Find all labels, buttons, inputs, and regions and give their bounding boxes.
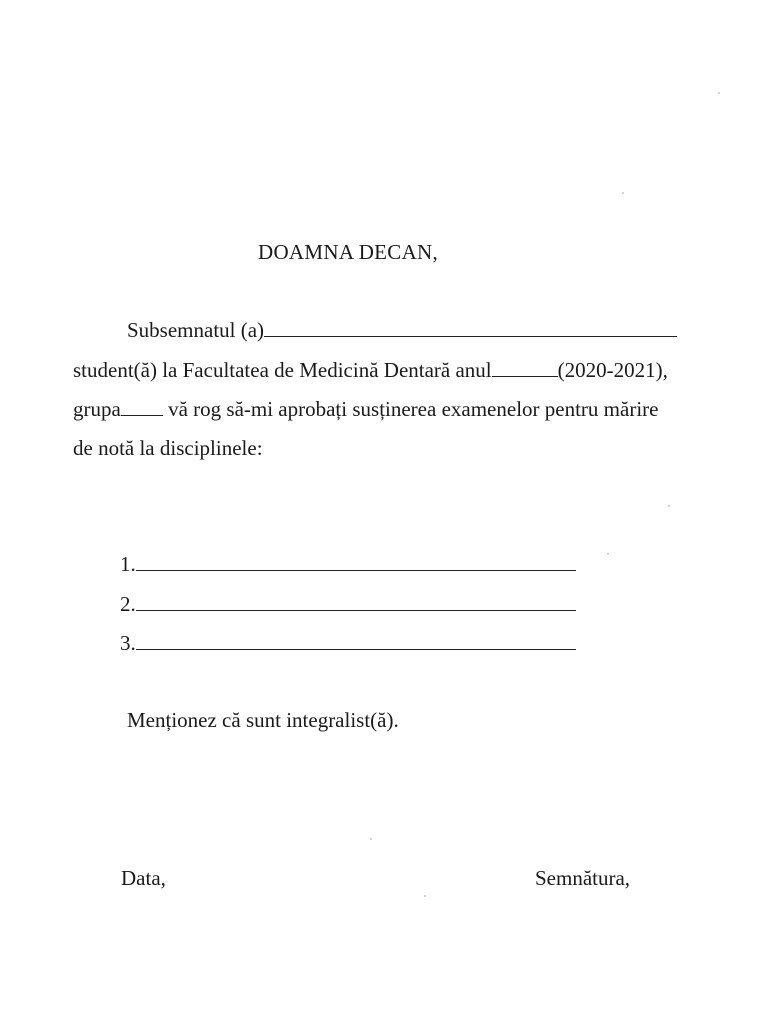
page-title: DOAMNA DECAN, bbox=[258, 240, 439, 264]
discipline-number: 2. bbox=[120, 592, 136, 616]
scan-speck bbox=[424, 895, 426, 897]
group-label: grupa bbox=[73, 397, 121, 421]
discipline-item bbox=[120, 551, 576, 577]
disciplines-intro: de notă la disciplinele: bbox=[73, 436, 263, 460]
discipline-item bbox=[120, 591, 576, 617]
year-line bbox=[73, 357, 668, 383]
group-blank[interactable] bbox=[121, 397, 163, 416]
request-text: vă rog să-mi aprobați susținerea examenelor pentru mărire bbox=[162, 397, 659, 421]
scan-speck bbox=[718, 92, 720, 94]
scan-speck bbox=[607, 553, 609, 555]
date-label: Data, bbox=[121, 866, 166, 890]
discipline-blank[interactable] bbox=[136, 552, 576, 571]
name-blank[interactable] bbox=[264, 318, 677, 337]
scan-speck bbox=[622, 192, 624, 194]
signature-label: Semnătura, bbox=[535, 866, 631, 890]
group-line bbox=[73, 396, 658, 422]
academic-year-text: (2020-2021), bbox=[557, 358, 668, 382]
name-line bbox=[127, 317, 677, 343]
year-label: student(ă) la Facultatea de Medicină Dentară anul bbox=[73, 358, 492, 382]
discipline-number: 3. bbox=[120, 631, 136, 655]
year-blank[interactable] bbox=[492, 358, 558, 377]
scan-speck bbox=[370, 838, 372, 840]
discipline-blank[interactable] bbox=[136, 592, 576, 611]
name-label: Subsemnatul (a) bbox=[127, 318, 265, 342]
integralist-statement: Menționez că sunt integralist(ă). bbox=[127, 708, 399, 732]
discipline-blank[interactable] bbox=[136, 631, 576, 650]
discipline-item bbox=[120, 630, 576, 656]
scan-speck bbox=[668, 505, 670, 507]
discipline-number: 1. bbox=[120, 552, 136, 576]
